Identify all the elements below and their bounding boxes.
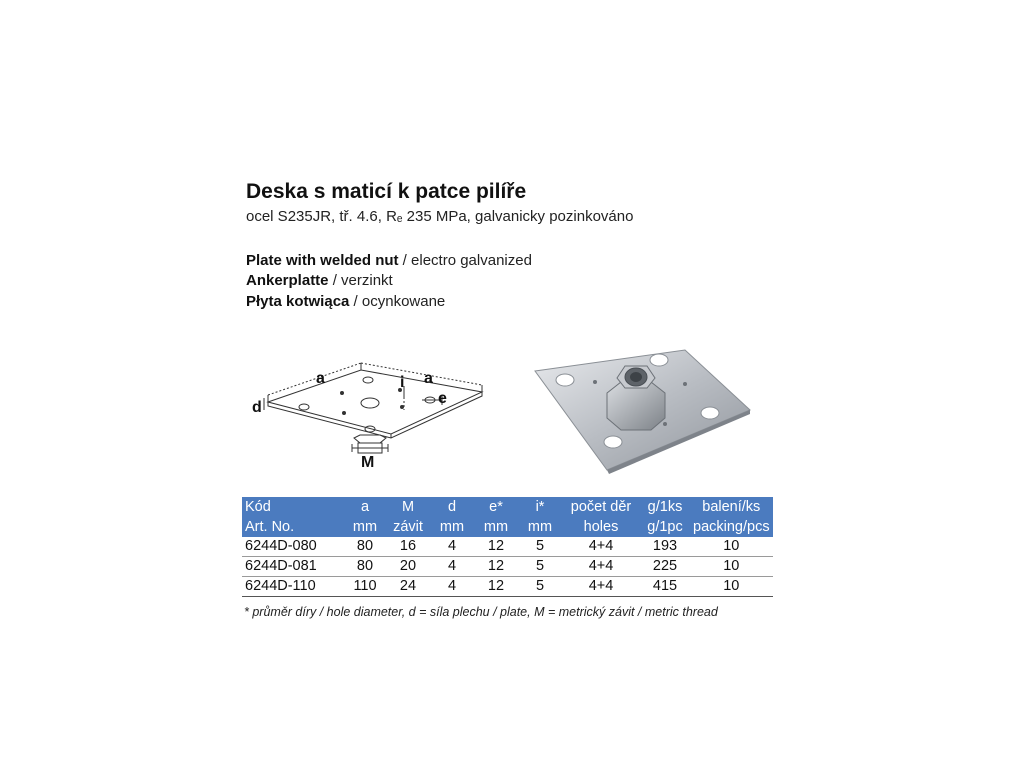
- cell-e: 12: [474, 557, 518, 577]
- cell-m: 20: [386, 557, 430, 577]
- dim-label-m: M: [361, 454, 375, 471]
- german-finish: / verzinkt: [328, 272, 393, 289]
- table-row: [242, 557, 773, 577]
- table-row: [242, 577, 773, 597]
- cell-i: 5: [518, 557, 562, 577]
- cell-a: 80: [344, 557, 386, 577]
- cell-code: 6244D-080: [242, 537, 344, 557]
- welded-nut: [607, 382, 665, 430]
- cell-weight: 225: [640, 557, 690, 577]
- plate-outline: [268, 370, 482, 434]
- cell-packing: 10: [690, 537, 773, 557]
- header-i-unit: mm: [518, 517, 562, 537]
- header-weight-unit: g/1pc: [640, 517, 690, 537]
- header-weight: g/1ks: [640, 497, 690, 517]
- dim-label-a-left: a: [316, 370, 325, 387]
- header-a-unit: mm: [344, 517, 386, 537]
- header-packing: balení/ks: [690, 497, 773, 517]
- cell-code: 6244D-110: [242, 577, 344, 597]
- cell-weight: 193: [640, 537, 690, 557]
- header-holes: počet děr: [562, 497, 640, 517]
- header-holes-unit: holes: [562, 517, 640, 537]
- material-subtitle: ocel S235JR, tř. 4.6, Rₑ 235 MPa, galvanicky pozinkováno: [246, 208, 634, 225]
- header-code: Kód: [242, 497, 344, 517]
- cell-holes: 4+4: [562, 557, 640, 577]
- cell-d: 4: [430, 557, 474, 577]
- table-row: [242, 537, 773, 557]
- cell-m: 16: [386, 537, 430, 557]
- table-header-row: [242, 517, 773, 537]
- header-a: a: [344, 497, 386, 517]
- cell-i: 5: [518, 537, 562, 557]
- header-e-unit: mm: [474, 517, 518, 537]
- footnote: * průměr díry / hole diameter, d = síla plechu / plate, M = metrický závit / metric thread: [244, 605, 718, 619]
- dim-label-d: d: [252, 399, 262, 416]
- cell-i: 5: [518, 577, 562, 597]
- cell-packing: 10: [690, 557, 773, 577]
- cell-e: 12: [474, 537, 518, 557]
- english-description: [246, 252, 532, 269]
- header-m-unit: závit: [386, 517, 430, 537]
- product-title: Deska s maticí k patce pilíře: [246, 180, 527, 203]
- specifications-table: [242, 497, 773, 597]
- cell-holes: 4+4: [562, 537, 640, 557]
- header-e: e*: [474, 497, 518, 517]
- cell-weight: 415: [640, 577, 690, 597]
- polish-description: [246, 293, 445, 310]
- german-name: Ankerplatte: [246, 272, 329, 289]
- cell-packing: 10: [690, 577, 773, 597]
- header-packing-unit: packing/pcs: [690, 517, 773, 537]
- dim-label-a-right: a: [424, 370, 433, 387]
- technical-drawing: [246, 355, 496, 475]
- polish-name: Płyta kotwiąca: [246, 293, 350, 310]
- header-d: d: [430, 497, 474, 517]
- header-art-no: Art. No.: [242, 517, 344, 537]
- table-header-row: [242, 497, 773, 517]
- header-i: i*: [518, 497, 562, 517]
- product-photo: [525, 338, 765, 478]
- cell-a: 80: [344, 537, 386, 557]
- dim-label-e: e: [438, 390, 447, 407]
- center-hole: [361, 398, 379, 408]
- english-finish: / electro galvanized: [398, 252, 532, 269]
- cell-d: 4: [430, 577, 474, 597]
- english-name: Plate with welded nut: [246, 252, 399, 269]
- polish-finish: / ocynkowane: [349, 293, 446, 310]
- cell-d: 4: [430, 537, 474, 557]
- header-d-unit: mm: [430, 517, 474, 537]
- cell-e: 12: [474, 577, 518, 597]
- header-m: M: [386, 497, 430, 517]
- cell-a: 110: [344, 577, 386, 597]
- cell-code: 6244D-081: [242, 557, 344, 577]
- german-description: [246, 272, 393, 289]
- cell-m: 24: [386, 577, 430, 597]
- cell-holes: 4+4: [562, 577, 640, 597]
- dim-label-i: i: [400, 374, 405, 391]
